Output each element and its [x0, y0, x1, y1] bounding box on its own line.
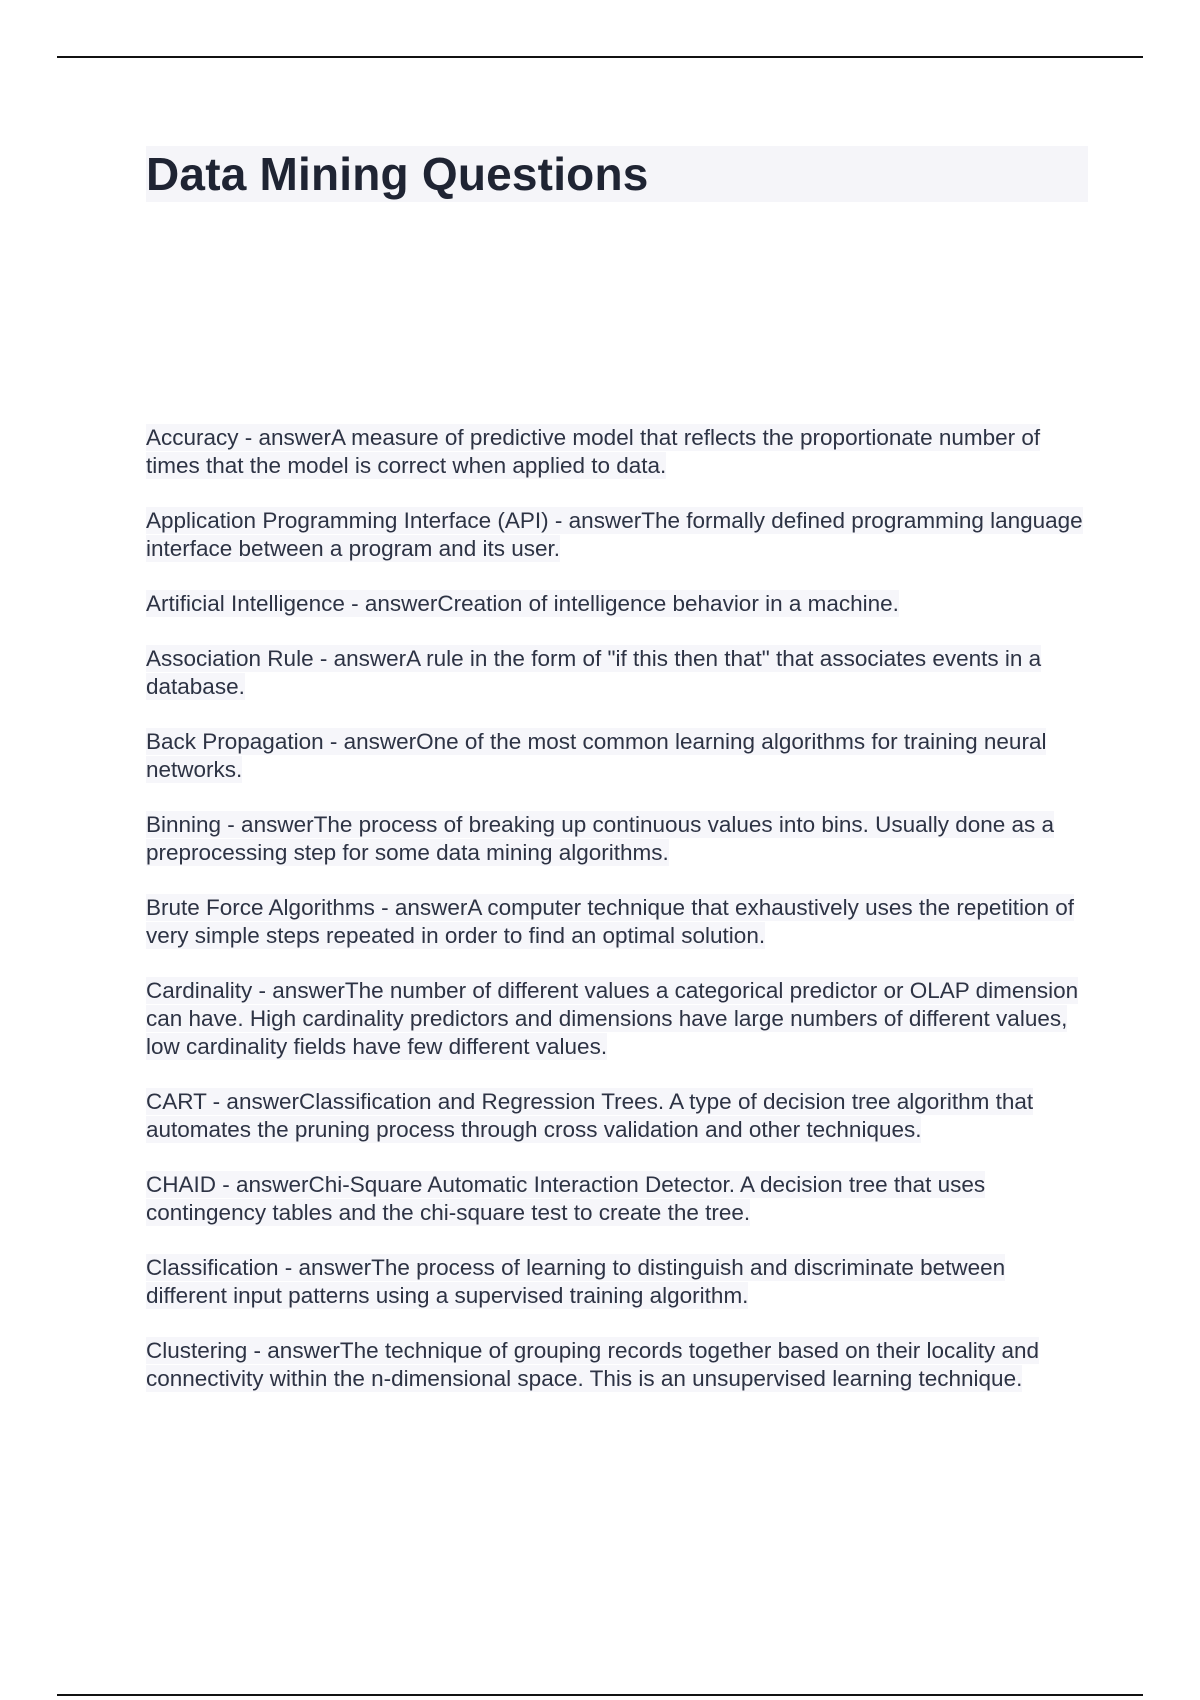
definition-entry-api	[146, 507, 1086, 563]
definition-text: Brute Force Algorithms - answerA computer technique that exhaustively uses the repetition of very simple steps repeated in order to find an optimal solution.	[146, 895, 1074, 948]
bottom-divider	[57, 1694, 1143, 1696]
definition-entry-back-propagation	[146, 728, 1086, 784]
definition-entry-cart	[146, 1088, 1086, 1144]
definition-entry-binning	[146, 811, 1086, 867]
definition-list	[146, 424, 1086, 1420]
definition-entry-brute-force	[146, 894, 1086, 950]
definition-entry-classification	[146, 1254, 1086, 1310]
definition-text: Binning - answerThe process of breaking up continuous values into bins. Usually done as a preprocessing step for some data mining algorithms.	[146, 812, 1055, 865]
definition-text: CART - answerClassification and Regression Trees. A type of decision tree algorithm that automates the pruning process through cross validation and other techniques.	[146, 1089, 1034, 1142]
definition-text: Association Rule - answerA rule in the form of "if this then that" that associates events in a database.	[146, 646, 1042, 699]
definition-entry-cardinality	[146, 977, 1086, 1061]
definition-text: Clustering - answerThe technique of grouping records together based on their locality and connectivity within the n-dimensional space. This is an unsupervised learning technique.	[146, 1338, 1040, 1391]
definition-entry-clustering	[146, 1337, 1086, 1393]
page-title: Data Mining Questions	[146, 148, 649, 200]
definition-text: Accuracy - answerA measure of predictive model that reflects the proportionate number of times that the model is correct when applied to data.	[146, 425, 1041, 478]
definition-entry-chaid	[146, 1171, 1086, 1227]
definition-entry-association-rule	[146, 645, 1086, 701]
definition-text: CHAID - answerChi-Square Automatic Interaction Detector. A decision tree that uses contingency tables and the chi-square test to create the tree.	[146, 1172, 986, 1225]
definition-text: Back Propagation - answerOne of the most common learning algorithms for training neural networks.	[146, 729, 1047, 782]
definition-text: Artificial Intelligence - answerCreation of intelligence behavior in a machine.	[146, 591, 899, 616]
top-divider	[57, 56, 1143, 58]
definition-text: Cardinality - answerThe number of different values a categorical predictor or OLAP dimension can have. High cardinality predictors and dimensions have large numbers of different values, low cardinality fields have few different values.	[146, 978, 1079, 1059]
definition-text: Application Programming Interface (API) - answerThe formally defined programming language interface between a program and its user.	[146, 508, 1083, 561]
definition-entry-artificial-intelligence	[146, 590, 1086, 618]
definition-text: Classification - answerThe process of learning to distinguish and discriminate between different input patterns using a supervised training algorithm.	[146, 1255, 1006, 1308]
definition-entry-accuracy	[146, 424, 1086, 480]
